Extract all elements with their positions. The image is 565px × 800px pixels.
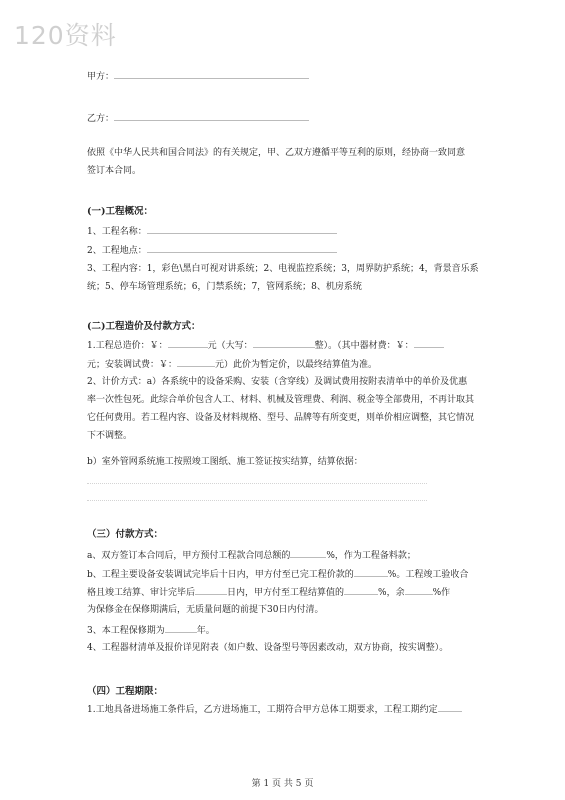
equipment-list-line: 4、工程器材清单及报价详见附表（如户数、设备型号等因素改动，双方协商，按实调整）。 xyxy=(87,643,449,653)
project-content-line-1: 3、工程内容：1，彩色\黑白可视对讲系统；2、电视监控系统；3，周界防护系统；4，背景音乐系 xyxy=(87,264,479,274)
project-name-line: 1、工程名称： xyxy=(87,223,337,239)
pricing-method-line-2: 率一次性包死。此综合单价包含人工、材料、机械及管理费、利润、税金等全部费用，不再计取其 xyxy=(87,395,475,405)
price-line-1: 1.工程总造价：￥： 元（大写： 整）。（其中器材费：￥： xyxy=(87,337,444,353)
intro-line-1: 依照《中华人民共和国合同法》的有关规定，甲、乙双方遵循平等互利的原则，经协商一致同意 xyxy=(87,148,466,158)
party-b-line: 乙方： xyxy=(87,110,309,126)
section-1-title: (一)工程概况： xyxy=(87,206,153,217)
project-location-line: 2、工程地点： xyxy=(87,242,337,258)
section-2-title: (二)工程造价及付款方式： xyxy=(87,321,201,332)
pricing-method-line-1: 2、计价方式：a）各系统中的设备采购、安装（含穿线）及调试费用按附表清单中的单价及优惠 xyxy=(87,377,468,387)
price-line-2: 元；安装调试费：￥： 元）此价为暂定价，以最终结算值为准。 xyxy=(87,356,377,372)
payment-line-b2: 格且竣工结算、审计完毕后 日内，甲方付至工程结算值的 %，余 %作 xyxy=(87,584,450,600)
blank-rule xyxy=(87,483,427,484)
payment-line-b3: 为保修金在保修期满后，无质量问题的前提下30日内付清。 xyxy=(87,605,324,615)
section-3-title: （三）付款方式： xyxy=(87,529,164,540)
pricing-method-line-3: 它任何费用。若工程内容、设备及材料规格、型号、品牌等有所变更，则单价相应调整，其它情况 xyxy=(87,413,475,423)
project-content-line-2: 统；5、停车场管理系统；6，门禁系统；7，管网系统；8、机房系统 xyxy=(87,282,362,292)
pricing-method-line-5: b）室外管网系统施工按照竣工图纸、施工签证按实结算，结算依据： xyxy=(87,457,363,467)
intro-line-2: 签订本合同。 xyxy=(87,166,142,176)
schedule-line-1: 1.工地具备进场施工条件后，乙方进场施工，工期符合甲方总体工期要求，工程工期约定 xyxy=(87,701,462,717)
payment-line-a: a、双方签订本合同后，甲方预付工程款合同总额的 %，作为工程备料款； xyxy=(87,547,416,563)
party-a-line: 甲方： xyxy=(87,68,309,84)
watermark-logo: 120资料 xyxy=(14,21,117,50)
section-4-title: （四）工程期限： xyxy=(87,686,164,697)
page-footer: 第 1 页 共 5 页 xyxy=(251,779,314,789)
blank-rule xyxy=(87,500,427,501)
pricing-method-line-4: 下不调整。 xyxy=(87,431,133,441)
payment-line-b1: b、工程主要设备安装调试完毕后十日内，甲方付至已完工程价款的 %。工程竣工验收合 xyxy=(87,566,468,582)
warranty-line: 3、本工程保修期为 年。 xyxy=(87,622,215,638)
